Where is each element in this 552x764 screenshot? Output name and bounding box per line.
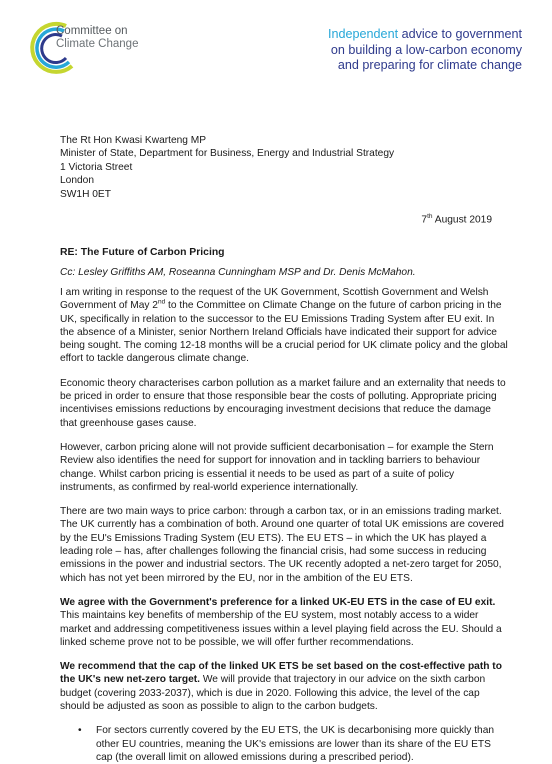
tagline-line3: and preparing for climate change [337, 58, 522, 72]
bullet-marker: • [78, 725, 82, 737]
tagline-line2: on building a low-carbon economy [330, 42, 522, 57]
recipient-address [60, 134, 394, 201]
date-rest: August 2019 [432, 214, 492, 226]
p5-rest: This maintains key benefits of membership of the EU system, most notably access to a wider market and addressing competitiveness issues within a level playing field across the EU. Should a linked scheme prove not to be possible, we will offer further recommendations. [60, 610, 502, 648]
tagline [328, 27, 522, 74]
p6-bold: We recommend that the cap of the linked UK ETS be set based on the cost-effective path to the UK's new net-zero target. [60, 661, 502, 686]
paragraph-1 [60, 286, 508, 366]
p1-sup: nd [157, 298, 166, 306]
recipient-city: London [60, 175, 94, 187]
recipient-postcode: SW1H 0ET [60, 188, 111, 200]
paragraph-4: There are two main ways to price carbon: through a carbon tax, or in an emissions trading market. The UK currently has a combination of both. Around one quarter of total UK emissions are covered by the EU's Emissions Trading System (EU ETS). The EU ETS – in which the UK has played a leading role – has, after challenges following the financial crisis, had some success in reducing emissions in the power and industrial sectors. The UK recently adopted a net-zero target for 2050, which has not yet been mirrored by the EU, nor in the ambition of the EU ETS. [60, 506, 504, 584]
p5-bold: We agree with the Government's preference for a linked UK-EU ETS in the case of EU exit. [60, 596, 496, 608]
tagline-line1: advice to government [398, 27, 522, 41]
date-suffix: th [427, 213, 433, 220]
logo-line2: Climate Change [56, 38, 139, 50]
recipient-title: Minister of State, Department for Business, Energy and Industrial Strategy [60, 148, 395, 160]
bullet-item-1 [78, 724, 508, 764]
bullet-text-1: For sectors currently covered by the EU ETS, the UK is decarbonising more quickly than other EU countries, meaning the UK's emissions are lower than its share of the EU ETS cap (the overall limit on allowed emissions during a prescribed period). [96, 725, 495, 763]
paragraph-6 [60, 660, 508, 713]
paragraph-5 [60, 596, 508, 649]
paragraph-2: Economic theory characterises carbon pollution as a market failure and an externality that needs to be priced in order to ensure that those responsible bear the costs of polluting. Appropriate pricing incentivises emissions reductions by encouraging investment decisions that reduce the damage that greenhouse gases cause. [60, 377, 506, 429]
p1-text-a: I am writing in response to the request of the UK Government, Scottish Government and Welsh Government of May 2 [60, 287, 489, 312]
recipient-street: 1 Victoria Street [60, 161, 133, 173]
cc-line: Cc: Lesley Griffiths AM, Roseanna Cunningham MSP and Dr. Denis McMahon. [60, 267, 416, 278]
subject-line: RE: The Future of Carbon Pricing [60, 247, 225, 258]
p6-rest: We will provide that trajectory in our advice on the sixth carbon budget (covering 2033-2037), which is due in 2020. Following this advice, the level of the cap should be adjusted as soon as possible to align to the carbon budgets. [60, 674, 486, 713]
tagline-highlight: Independent [328, 27, 399, 41]
paragraph-3: However, carbon pricing alone will not provide sufficient decarbonisation – for example the Stern Review also identifies the need for support for innovation and in tackling barriers to behaviour change. Whilst carbon pricing is essential it needs to be used as part of a suite of policy instruments, as confirmed by real-world experience internationally. [60, 441, 494, 493]
letter-body [60, 286, 508, 764]
logo-line1: Committee on [56, 25, 128, 37]
letter-date [421, 213, 492, 225]
p1-text-b: to the Committee on Climate Change on the future of carbon pricing in the UK, specifically in relation to the successor to the EU Emissions Trading System after EU exit. In the absence of a Minister, senior Northern Ireland Officials have indicated their support for advice being sought. The coming 12-18 months will be a crucial period for UK climate policy and the global effort to tackle dangerous climate change. [60, 300, 508, 365]
recipient-name: The Rt Hon Kwasi Kwarteng MP [60, 135, 207, 146]
logo-wordmark [56, 25, 138, 51]
date-day: 7 [421, 214, 428, 226]
